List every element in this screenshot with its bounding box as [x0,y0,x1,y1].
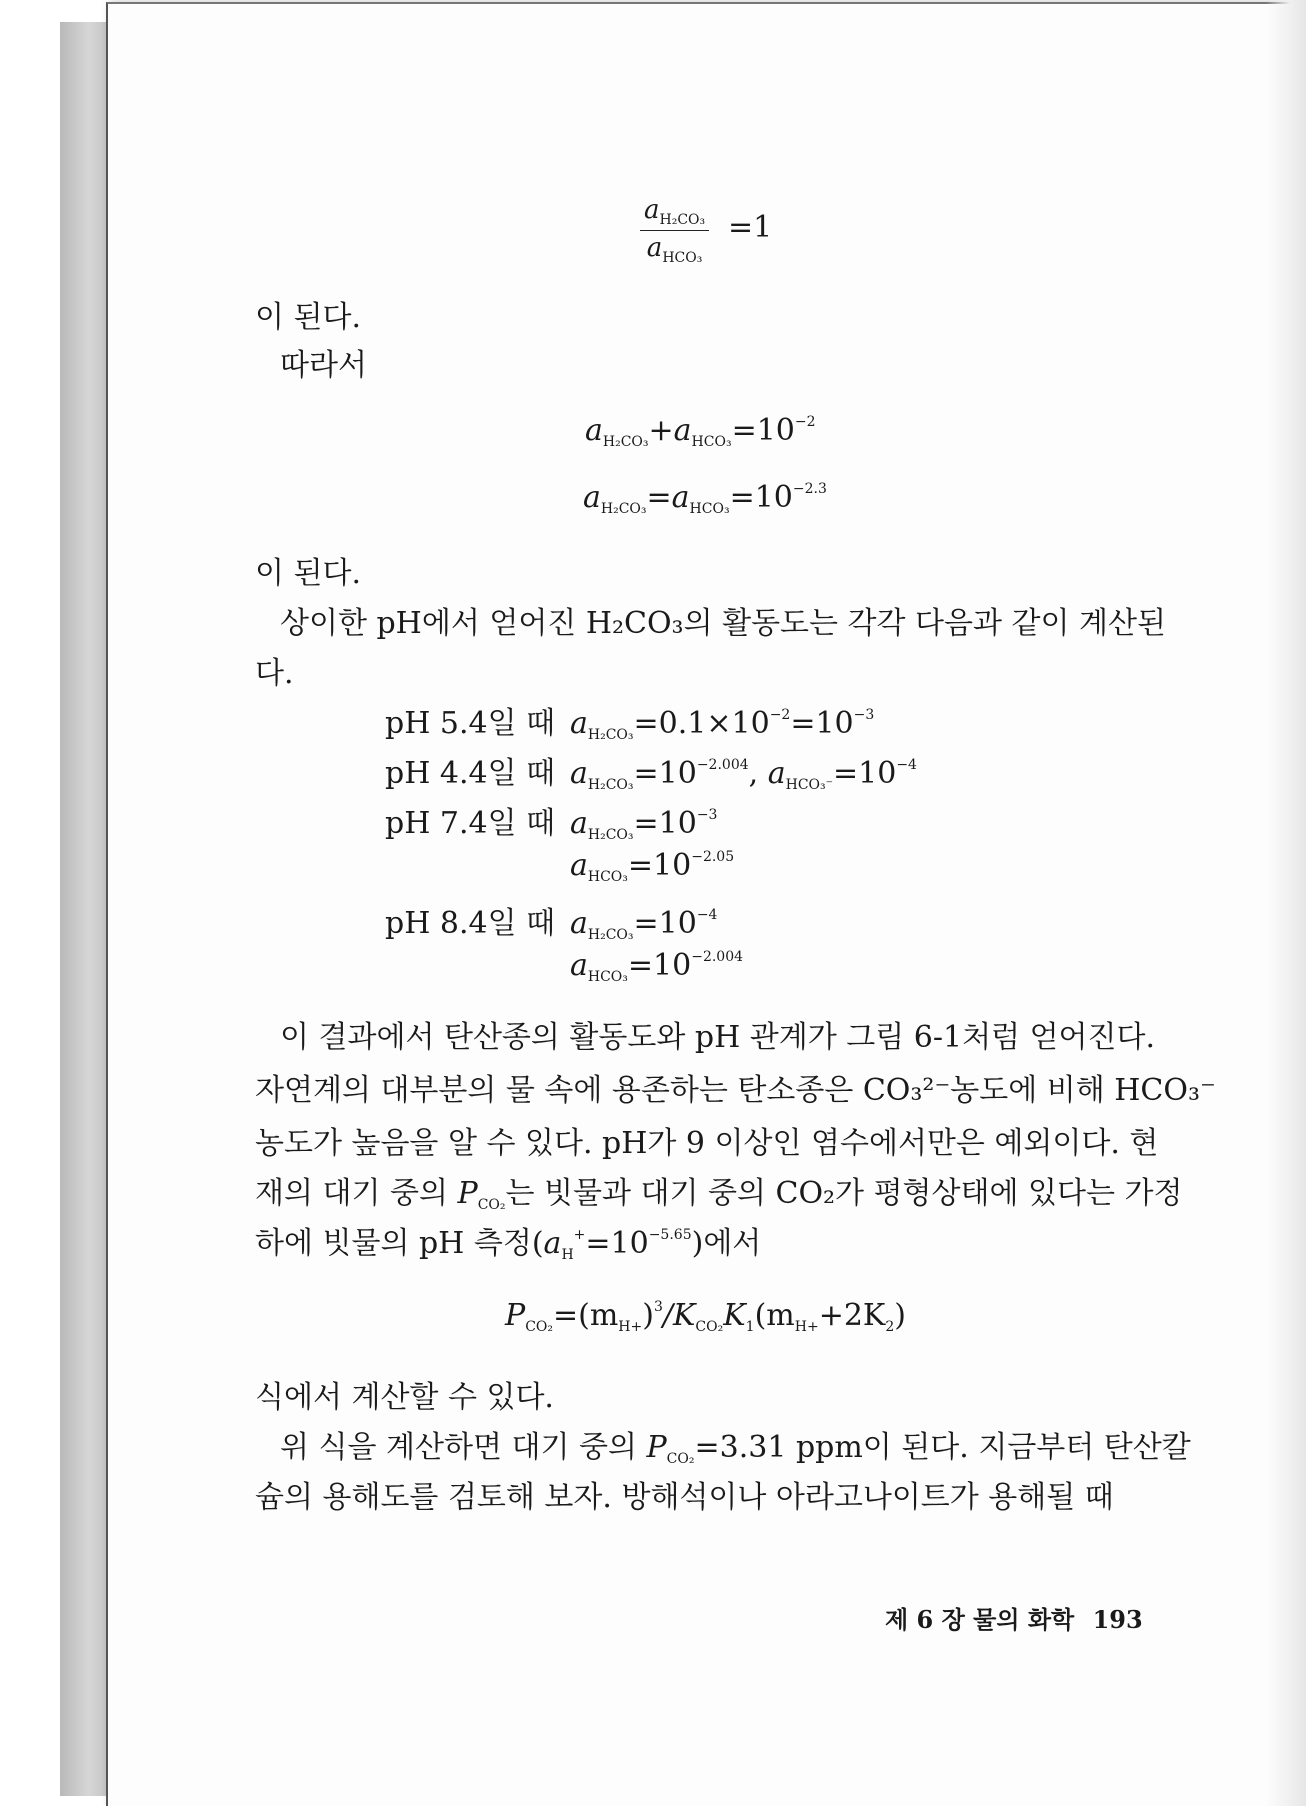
ph-rest: =10 [627,848,692,883]
ph-sub: H₂CO₃ [587,727,634,743]
fraction-equation [640,195,709,266]
para-4a: 재의 대기 중의 [255,1176,458,1211]
ph-a: a [570,906,588,941]
tail-2a: 위 식을 계산하면 대기 중의 [280,1430,647,1465]
fraction-denominator-a: a [646,233,663,263]
eq2-mid: = [646,480,672,515]
fraction-numerator-a: a [644,195,660,225]
page-footer [885,1600,1143,1635]
big-eq-s6: 2 [885,1319,895,1335]
para-4-sub: CO₂ [477,1197,506,1213]
ph-label: pH 4.4일 때 [385,756,556,791]
ph-sub: HCO₃ [587,969,628,985]
big-eq-m5: (m [754,1298,795,1333]
pco2-equation [505,1298,906,1335]
ph-exp1: −2.004 [691,949,744,965]
ph-a: a [570,706,588,741]
ph-sub: H₂CO₃ [587,777,634,793]
big-eq-m4: K [723,1298,746,1333]
ph-sub: H₂CO₃ [587,927,634,943]
ph-rest: =10 [627,948,692,983]
big-eq-s3: CO₂ [695,1319,724,1335]
tail-line-2 [280,1422,1191,1467]
ph-row [385,898,717,943]
ph-rest2: =10 [790,706,854,741]
ph-exp1: −2.004 [696,757,749,773]
ph-sub: HCO₃ [587,869,628,885]
ph-a: a [570,806,588,841]
big-eq-s2: H+ [618,1319,643,1335]
page-number: 193 [1092,1605,1143,1634]
big-eq-s5: H+ [794,1319,819,1335]
ph-exp1: −4 [696,907,718,923]
eq1-s1: H₂CO₃ [602,434,649,450]
ph-rest3: =10 [833,756,897,791]
big-eq-m2: ) [642,1298,654,1333]
tail-2-P: P [646,1430,667,1465]
ph-rest: =10 [633,906,697,941]
eq1-plus: + [648,413,674,448]
para-line-2: 자연계의 대부분의 물 속에 용존하는 탄소종은 CO₃²⁻농도에 비해 HCO₃⁻ [255,1073,1216,1108]
fraction-numerator-sub: H₂CO₃ [659,212,706,228]
ph-row [385,748,917,793]
para-4-P: P [457,1176,478,1211]
equation-sum [585,413,816,450]
eq2-s1: H₂CO₃ [600,501,647,517]
eq1-a2: a [673,413,692,448]
tail-line-3: 슘의 용해도를 검토해 보자. 방해석이나 아라고나이트가 용해될 때 [255,1480,1114,1515]
para-line-5 [255,1218,761,1263]
eq1-value: =10 [731,413,795,448]
text-line-3: 이 된다. [255,556,362,591]
ph-row [385,848,734,885]
ph-exp1: −2.05 [691,849,735,865]
big-eq-m1: =(m [553,1298,619,1333]
big-eq-s4: 1 [745,1319,755,1335]
ph-exp2: −4 [896,757,917,773]
para-line-4 [255,1168,1182,1213]
para-5c: )에서 [691,1226,762,1261]
para-5-sup: + [573,1227,586,1243]
big-eq-m3: /K [662,1298,696,1333]
para-5-exp: −5.65 [648,1227,692,1243]
book-spine [60,22,108,1796]
ph-label: pH 7.4일 때 [385,806,556,841]
eq1-a1: a [585,413,603,448]
tail-2b: =3.31 ppm이 된다. 지금부터 탄산칼 [694,1430,1191,1465]
page-edge [1266,0,1306,1806]
para-line-3: 농도가 높음을 알 수 있다. pH가 9 이상인 염수에서만은 예외이다. 현 [255,1126,1159,1161]
eq2-exp: −2.3 [792,481,827,497]
fraction-rhs: =1 [728,210,773,245]
eq2-s2: HCO₃ [689,501,730,517]
ph-exp1: −3 [696,807,718,823]
eq1-s2: HCO₃ [691,434,732,450]
ph-exp2: −3 [853,707,875,723]
tail-2-sub: CO₂ [666,1451,695,1467]
para-5b: =10 [585,1226,649,1261]
ph-a: a [570,848,588,883]
text-line-1: 이 된다. [255,300,362,335]
big-eq-exp: 3 [653,1299,663,1315]
ph-a: a [570,948,588,983]
ph-rest: =0.1×10 [633,706,770,741]
ph-label: pH 8.4일 때 [385,906,556,941]
ph-row [385,948,743,985]
chapter-title: 제 6 장 물의 화학 [885,1605,1075,1634]
ph-rest: =10 [633,756,697,791]
tail-line-1: 식에서 계산할 수 있다. [255,1380,554,1415]
text-line-5: 다. [255,656,294,691]
eq2-a2: a [671,480,690,515]
ph-row [385,798,717,843]
para-5-a: a [543,1226,562,1261]
big-eq-P: P [505,1298,526,1333]
para-line-1: 이 결과에서 탄산종의 활동도와 pH 관계가 그림 6-1처럼 얻어진다. [280,1020,1156,1055]
text-line-4: 상이한 pH에서 얻어진 H₂CO₃의 활동도는 각각 다음과 같이 계산된 [280,606,1166,641]
big-eq-m7: ) [894,1298,906,1333]
ph-sub2: HCO₃⁻ [785,777,834,793]
big-eq-s1: CO₂ [525,1319,553,1335]
ph-rest2: , [748,756,768,791]
para-5-sub: H [561,1247,574,1263]
ph-label: pH 5.4일 때 [385,706,556,741]
text-line-2: 따라서 [280,348,367,383]
eq2-value: =10 [729,480,793,515]
ph-rest: =10 [633,806,697,841]
para-4b: 는 빗물과 대기 중의 CO₂가 평형상태에 있다는 가정 [505,1176,1183,1211]
equation-equal [583,480,827,517]
eq1-exp: −2 [794,414,816,430]
ph-a2: a [767,756,786,791]
ph-row [385,698,874,743]
ph-sub: H₂CO₃ [587,827,634,843]
eq2-a1: a [583,480,601,515]
fraction-denominator-sub: HCO₃ [662,250,703,266]
big-eq-m6: +2K [818,1298,886,1333]
para-5a: 하에 빗물의 pH 측정( [255,1226,544,1261]
ph-a: a [570,756,588,791]
ph-exp1: −2 [769,707,791,723]
